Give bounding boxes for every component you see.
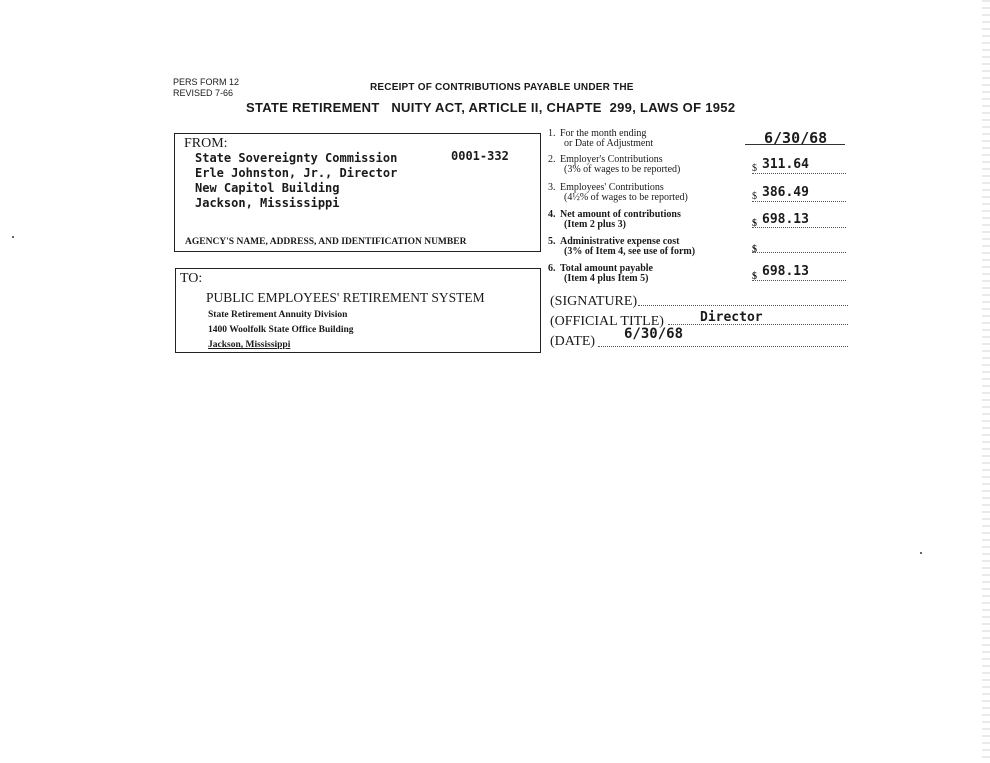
item-6-number: 6. bbox=[548, 263, 556, 274]
to-box bbox=[175, 268, 541, 353]
item-6-sublabel: (Item 4 plus Item 5) bbox=[564, 273, 649, 284]
item-2 bbox=[548, 155, 680, 175]
item-3-value: 386.49 bbox=[762, 185, 809, 200]
item-6 bbox=[548, 264, 653, 284]
item-2-number: 2. bbox=[548, 154, 556, 165]
signature-line bbox=[638, 305, 848, 306]
form-title-line-2: STATE RETIREMENT NUITY ACT, ARTICLE II, CHAPTE 299, LAWS OF 1952 bbox=[246, 100, 736, 115]
item-6-dollar: $ bbox=[752, 271, 757, 282]
item-2-value: 311.64 bbox=[762, 157, 809, 172]
official-title-line bbox=[668, 324, 848, 325]
item-5-number: 5. bbox=[548, 236, 556, 247]
from-box bbox=[174, 133, 541, 252]
to-label: TO: bbox=[180, 271, 203, 286]
item-5 bbox=[548, 237, 695, 257]
from-city: Jackson, Mississippi bbox=[195, 196, 340, 210]
scan-speck bbox=[920, 552, 922, 554]
form-title-line-1: RECEIPT OF CONTRIBUTIONS PAYABLE UNDER THE bbox=[370, 82, 634, 93]
scan-speck bbox=[12, 236, 14, 238]
scan-edge-shadow bbox=[982, 0, 990, 763]
item-3-line bbox=[752, 201, 846, 202]
item-1-label: For the month ending bbox=[560, 128, 647, 139]
item-1-number: 1. bbox=[548, 128, 556, 139]
item-4-sublabel: (Item 2 plus 3) bbox=[564, 219, 626, 230]
signature-label: (SIGNATURE) bbox=[550, 294, 638, 309]
item-1-sublabel: or Date of Adjustment bbox=[564, 138, 654, 149]
official-title-value: Director bbox=[700, 310, 763, 325]
item-2-line bbox=[752, 173, 846, 174]
item-4-label: Net amount of contributions bbox=[560, 209, 681, 220]
from-caption: AGENCY'S NAME, ADDRESS, AND IDENTIFICATION NUMBER bbox=[185, 237, 467, 247]
date-label: (DATE) bbox=[550, 334, 596, 349]
item-3-dollar: $ bbox=[752, 191, 757, 202]
item-5-line bbox=[752, 252, 846, 253]
item-6-line bbox=[752, 280, 846, 281]
item-5-sublabel: (3% of Item 4, see use of form) bbox=[564, 246, 696, 257]
to-city: Jackson, Mississippi bbox=[208, 340, 291, 350]
item-3-sublabel: (4½% of wages to be reported) bbox=[564, 192, 688, 203]
to-building: 1400 Woolfolk State Office Building bbox=[208, 325, 354, 335]
item-4 bbox=[548, 210, 681, 230]
item-3 bbox=[548, 183, 688, 203]
from-building: New Capitol Building bbox=[195, 181, 340, 195]
agency-id-number: 0001-332 bbox=[451, 149, 509, 163]
date-value: 6/30/68 bbox=[624, 326, 684, 342]
item-5-label: Administrative expense cost bbox=[560, 236, 680, 247]
item-1 bbox=[548, 129, 653, 149]
from-agency-name: State Sovereignty Commission bbox=[195, 151, 398, 165]
form-number-block bbox=[173, 77, 239, 99]
item-4-value: 698.13 bbox=[762, 212, 809, 227]
to-division: State Retirement Annuity Division bbox=[208, 310, 348, 320]
form-revised: REVISED 7-66 bbox=[173, 88, 234, 98]
item-2-dollar: $ bbox=[752, 163, 757, 174]
item-5-dollar: $ bbox=[752, 244, 757, 255]
item-6-label: Total amount payable bbox=[560, 263, 653, 274]
item-4-number: 4. bbox=[548, 209, 556, 220]
from-label: FROM: bbox=[184, 136, 228, 151]
item-4-dollar: $ bbox=[752, 218, 757, 229]
item-4-line bbox=[752, 227, 846, 228]
item-6-value: 698.13 bbox=[762, 264, 809, 279]
item-2-label: Employer's Contributions bbox=[560, 154, 663, 165]
item-3-number: 3. bbox=[548, 182, 556, 193]
item-3-label: Employees' Contributions bbox=[560, 182, 664, 193]
official-title-label: (OFFICIAL TITLE) bbox=[550, 314, 664, 329]
item-2-sublabel: (3% of wages to be reported) bbox=[564, 164, 681, 175]
date-line bbox=[598, 346, 848, 347]
item-1-value: 6/30/68 bbox=[764, 129, 828, 147]
item-1-line bbox=[745, 144, 845, 145]
from-director: Erle Johnston, Jr., Director bbox=[195, 166, 398, 180]
to-recipient-name: PUBLIC EMPLOYEES' RETIREMENT SYSTEM bbox=[206, 290, 485, 305]
form-number: PERS FORM 12 bbox=[173, 77, 240, 87]
